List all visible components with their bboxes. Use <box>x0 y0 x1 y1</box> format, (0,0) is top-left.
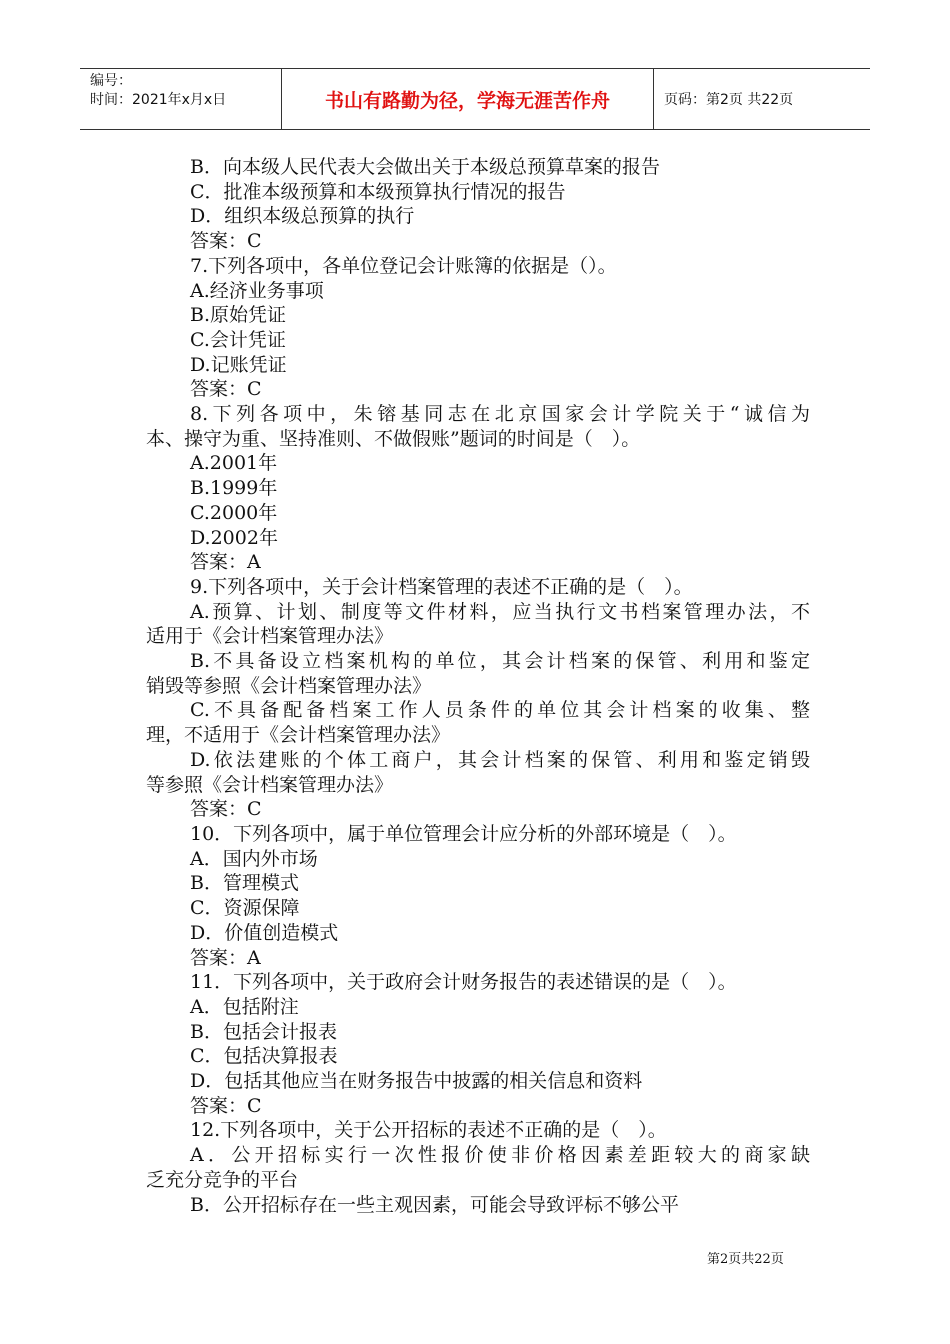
text-line: 乏充分竞争的平台 <box>146 1168 299 1191</box>
text-line: 答案：C <box>190 230 262 253</box>
text-line: C.会计凭证 <box>190 328 286 351</box>
page-header <box>80 68 870 130</box>
text-line: D.2002年 <box>190 526 278 549</box>
text-line: B．公开招标存在一些主观因素，可能会导致评标不够公平 <box>190 1193 679 1216</box>
text-line: 等参照《会计档案管理办法》 <box>146 773 394 796</box>
text-line: A．公开招标实行一次性报价使非价格因素差距较大的商家缺 <box>190 1144 810 1167</box>
text-line: 9.下列各项中，关于会计档案管理的表述不正确的是（ ）。 <box>190 575 693 598</box>
text-line: B．包括会计报表 <box>190 1020 337 1043</box>
document-date: 时间：2021年x月x日 <box>90 92 227 108</box>
text-line: C.2000年 <box>190 501 278 524</box>
text-line: B.不具备设立档案机构的单位，其会计档案的保管、利用和鉴定 <box>190 650 810 673</box>
text-line: 10．下列各项中，属于单位管理会计应分析的外部环境是（ ）。 <box>190 822 737 845</box>
text-line: 答案：A <box>190 551 261 574</box>
text-line: B.1999年 <box>190 477 278 500</box>
text-line: 适用于《会计档案管理办法》 <box>146 625 394 648</box>
text-line: B．向本级人民代表大会做出关于本级总预算草案的报告 <box>190 156 660 178</box>
header-page-number: 页码：第2页 共22页 <box>664 92 794 108</box>
page-footer: 第2页共22页 <box>707 1252 784 1267</box>
text-line: 本、操守为重、坚持准则、不做假账”题词的时间是（ ）。 <box>146 427 641 450</box>
document-number-label: 编号： <box>90 73 132 89</box>
text-line: C．批准本级预算和本级预算执行情况的报告 <box>190 180 566 203</box>
document-body <box>146 155 810 1217</box>
text-line: 12.下列各项中，关于公开招标的表述不正确的是（ ）。 <box>190 1119 667 1142</box>
text-line: D．包括其他应当在财务报告中披露的相关信息和资料 <box>190 1070 643 1093</box>
text-line: 销毁等参照《会计档案管理办法》 <box>146 674 432 697</box>
text-line: A．包括附注 <box>190 995 299 1018</box>
text-line: 答案：C <box>190 1094 262 1117</box>
text-line: D.记账凭证 <box>190 353 287 376</box>
header-meta <box>80 69 282 129</box>
text-line: 答案：A <box>190 946 261 969</box>
text-line: A．国内外市场 <box>190 847 318 870</box>
text-line: 理，不适用于《会计档案管理办法》 <box>146 724 451 747</box>
text-line: B．管理模式 <box>190 872 299 895</box>
text-line: 答案：C <box>190 378 262 401</box>
text-line: D.依法建账的个体工商户，其会计档案的保管、利用和鉴定销毁 <box>190 748 810 771</box>
text-line: C．资源保障 <box>190 897 300 920</box>
text-line: D．组织本级总预算的执行 <box>190 205 415 228</box>
text-line: 8.下列各项中，朱镕基同志在北京国家会计学院关于“诚信为 <box>190 403 810 426</box>
header-motto: 书山有路勤为径，学海无涯苦作舟 <box>282 69 654 129</box>
text-line: A.经济业务事项 <box>190 279 324 302</box>
text-line: A.2001年 <box>190 452 278 475</box>
text-line: B.原始凭证 <box>190 304 287 327</box>
text-line: 7.下列各项中，各单位登记会计账簿的依据是（）。 <box>190 254 617 277</box>
text-line: C．包括决算报表 <box>190 1045 338 1068</box>
text-line: A.预算、计划、制度等文件材料，应当执行文书档案管理办法，不 <box>190 600 810 623</box>
text-line: D．价值创造模式 <box>190 921 339 944</box>
text-line: C.不具备配备档案工作人员条件的单位其会计档案的收集、整 <box>190 699 810 722</box>
text-line: 11．下列各项中，关于政府会计财务报告的表述错误的是（ ）。 <box>190 971 737 994</box>
text-line: 答案：C <box>190 798 262 821</box>
